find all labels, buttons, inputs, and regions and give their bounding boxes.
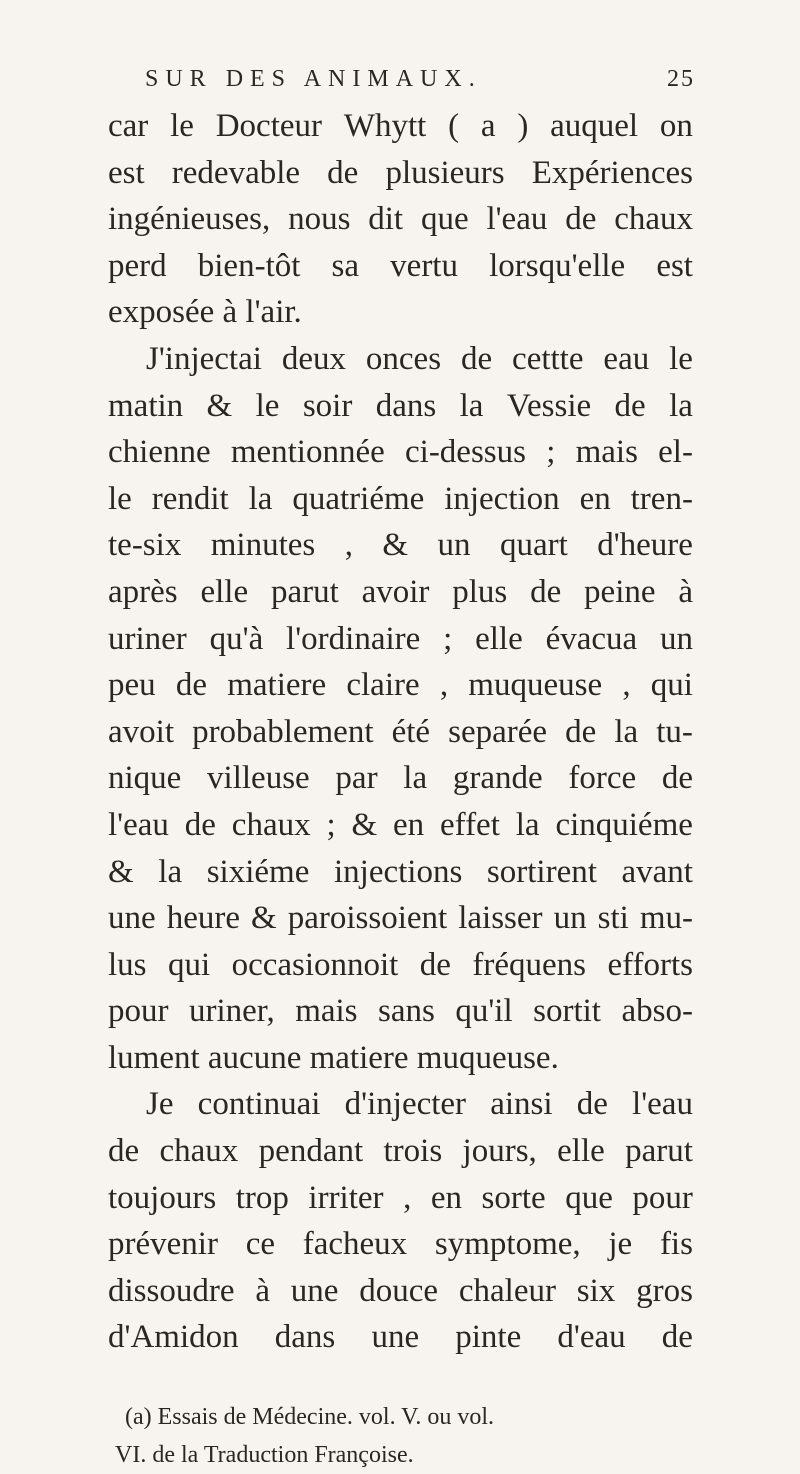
text-line: lument aucune matiere muqueuse. — [108, 1039, 559, 1076]
body-text — [108, 103, 693, 1361]
text-line: J'injectai deux onces de cettte eau le — [146, 340, 693, 377]
text-line: avoit probablement été separée de la tu- — [108, 713, 693, 750]
page-number: 25 — [667, 66, 695, 92]
text-line: de chaux pendant trois jours, elle parut — [108, 1133, 693, 1170]
text-line: chienne mentionnée ci-dessus ; mais el- — [108, 434, 693, 471]
footnote — [115, 1398, 695, 1474]
text-line: dissoudre à une douce chaleur six gros — [108, 1272, 693, 1309]
text-line: lus qui occasionnoit de fréquens efforts — [108, 946, 693, 983]
text-line: ingénieuses, nous dit que l'eau de chaux — [108, 201, 693, 238]
footnote-line: (a) Essais de Médecine. vol. V. ou vol. — [125, 1404, 495, 1430]
text-line: & la sixiéme injections sortirent avant — [108, 853, 693, 890]
text-line: perd bien-tôt sa vertu lorsqu'elle est — [108, 247, 693, 284]
running-header — [145, 66, 695, 93]
text-line: nique villeuse par la grande force de — [108, 760, 693, 797]
text-line: le rendit la quatriéme injection en tren- — [108, 480, 693, 517]
text-line: peu de matiere claire , muqueuse , qui — [108, 667, 693, 704]
text-line: est redevable de plusieurs Expériences — [108, 154, 693, 191]
text-line: d'Amidon dans une pinte d'eau de — [108, 1319, 693, 1356]
text-line: toujours trop irriter , en sorte que pour — [108, 1179, 693, 1216]
running-title: SUR DES ANIMAUX. — [145, 66, 482, 92]
text-line: car le Docteur Whytt ( a ) auquel on — [108, 108, 693, 144]
text-line: exposée à l'air. — [108, 294, 302, 331]
footnote-line: VI. de la Traduction Françoise. — [115, 1442, 414, 1468]
text-line: après elle parut avoir plus de peine à — [108, 573, 693, 610]
text-line: Je continuai d'injecter ainsi de l'eau — [146, 1086, 693, 1123]
text-line: matin & le soir dans la Vessie de la — [108, 387, 693, 424]
text-line: te-six minutes , & un quart d'heure — [108, 527, 693, 564]
text-line: uriner qu'à l'ordinaire ; elle évacua un — [108, 620, 693, 657]
text-line: l'eau de chaux ; & en effet la cinquiéme — [108, 806, 693, 843]
text-line: pour uriner, mais sans qu'il sortit abso- — [108, 993, 693, 1030]
text-line: une heure & paroissoient laisser un sti mu- — [108, 900, 693, 937]
text-line: prévenir ce facheux symptome, je fis — [108, 1226, 693, 1263]
